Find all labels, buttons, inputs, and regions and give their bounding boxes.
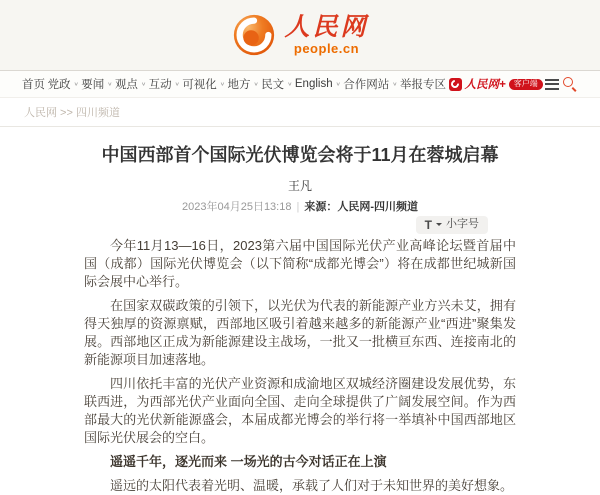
peoples-daily-logo[interactable]	[231, 12, 368, 58]
site-header	[0, 0, 600, 71]
nav-item-label: 举报专区	[399, 79, 446, 91]
chevron-down-icon: ∨	[174, 81, 180, 87]
nav-item-label: 可视化	[182, 79, 217, 91]
logo-en-text: people.cn	[293, 41, 360, 56]
nav-item-local[interactable]	[228, 76, 259, 92]
article-subheading: 遥遥千年，逐光而来 一场光的古今对话正在上演	[110, 454, 387, 469]
article-toolbar	[84, 214, 516, 235]
font-size-label: 小字号	[446, 218, 479, 230]
nav-item-home[interactable]	[22, 76, 45, 92]
menu-icon[interactable]	[545, 79, 559, 90]
nav-item-partner-sites[interactable]	[343, 76, 397, 92]
article-author: 王凡	[287, 179, 312, 193]
chevron-down-icon: ∨	[335, 81, 341, 87]
nav-item-interaction[interactable]	[149, 76, 180, 92]
article-paragraph: 遥远的太阳代表着光明、温暖，承载了人们对于未知世界的美好想象。	[110, 478, 514, 493]
search-icon[interactable]	[562, 76, 578, 92]
nav-item-minority-language[interactable]	[261, 76, 292, 92]
nav-item-opinion[interactable]	[115, 76, 146, 92]
chevron-down-icon: ∨	[287, 81, 293, 87]
nav-item-visualization[interactable]	[182, 76, 225, 92]
chevron-down-icon: ∨	[253, 81, 259, 87]
nav-item-news[interactable]	[81, 76, 112, 92]
font-size-down-arrow-icon	[436, 223, 442, 229]
chevron-down-icon: ∨	[140, 81, 147, 87]
breadcrumb-row	[0, 98, 600, 127]
logo-cn-text: 人民网	[284, 13, 369, 41]
nav-item-label: 民文	[261, 79, 285, 91]
nav-item-label: 观点	[114, 79, 138, 91]
peoples-daily-app-badge[interactable]	[449, 76, 543, 92]
chevron-down-icon: ∨	[107, 81, 113, 87]
nav-item-label: 党政	[47, 79, 71, 91]
article-body	[84, 237, 516, 495]
article-source[interactable]: 来源：人民网-四川频道	[304, 201, 418, 213]
chevron-down-icon: ∨	[219, 81, 225, 87]
nav-item-label: 地方	[227, 79, 251, 91]
nav-item-label: 要闻	[81, 79, 105, 91]
chevron-down-icon: ∨	[392, 81, 398, 87]
font-size-icon: T	[424, 217, 432, 232]
nav-item-english[interactable]	[295, 78, 341, 90]
nav-item-party-gov[interactable]	[48, 76, 79, 92]
article-paragraph: 四川依托丰富的光伏产业资源和成渝地区双城经济圈建设发展优势，东联西进，为西部光伏产业面向全国、走向全球提供了广阔发展空间。作为西部最大的光伏新能源盛会，本届成都光博会的举行将一举填补中国西部地区国际光伏展会的空白。	[84, 376, 516, 445]
page-title: 中国西部首个国际光伏博览会将于11月在蓉城启幕	[101, 145, 499, 165]
nav-item-label: English	[294, 78, 333, 90]
article-meta	[84, 201, 516, 214]
article	[84, 143, 516, 495]
main-nav	[0, 71, 600, 98]
globe-flame-icon	[231, 12, 277, 58]
article-paragraph: 今年11月13—16日，2023第六届中国国际光伏产业高峰论坛暨首届中国（成都）国际光伏博览会（以下简称“成都光博会”）将在成都世纪城新国际会展中心举行。	[84, 238, 516, 289]
font-size-button[interactable]	[416, 216, 488, 234]
chevron-down-icon: ∨	[73, 81, 79, 87]
breadcrumb[interactable]: 人民网 >> 四川频道	[24, 107, 120, 119]
meta-separator: |	[296, 201, 300, 213]
app-client-pill: 客户端	[509, 79, 543, 90]
nav-item-report-zone[interactable]	[400, 76, 446, 92]
nav-item-label: 首页	[22, 79, 45, 91]
nav-item-label: 合作网站	[343, 79, 390, 91]
nav-item-label: 互动	[148, 79, 172, 91]
article-paragraph: 在国家双碳政策的引领下，以光伏为代表的新能源产业方兴未艾，拥有得天独厚的资源禀赋，西部地区吸引着越来越多的新能源产业“西进”聚集发展。西部地区正成为新能源建设主战场，一批又一批横亘东西、连接南北的新能源项目加速落地。	[84, 298, 516, 367]
peoples-daily-plus-icon	[449, 78, 462, 91]
publish-date: 2023年04月25日13:18	[182, 201, 292, 213]
app-brand-text: 人民网+	[464, 79, 506, 91]
